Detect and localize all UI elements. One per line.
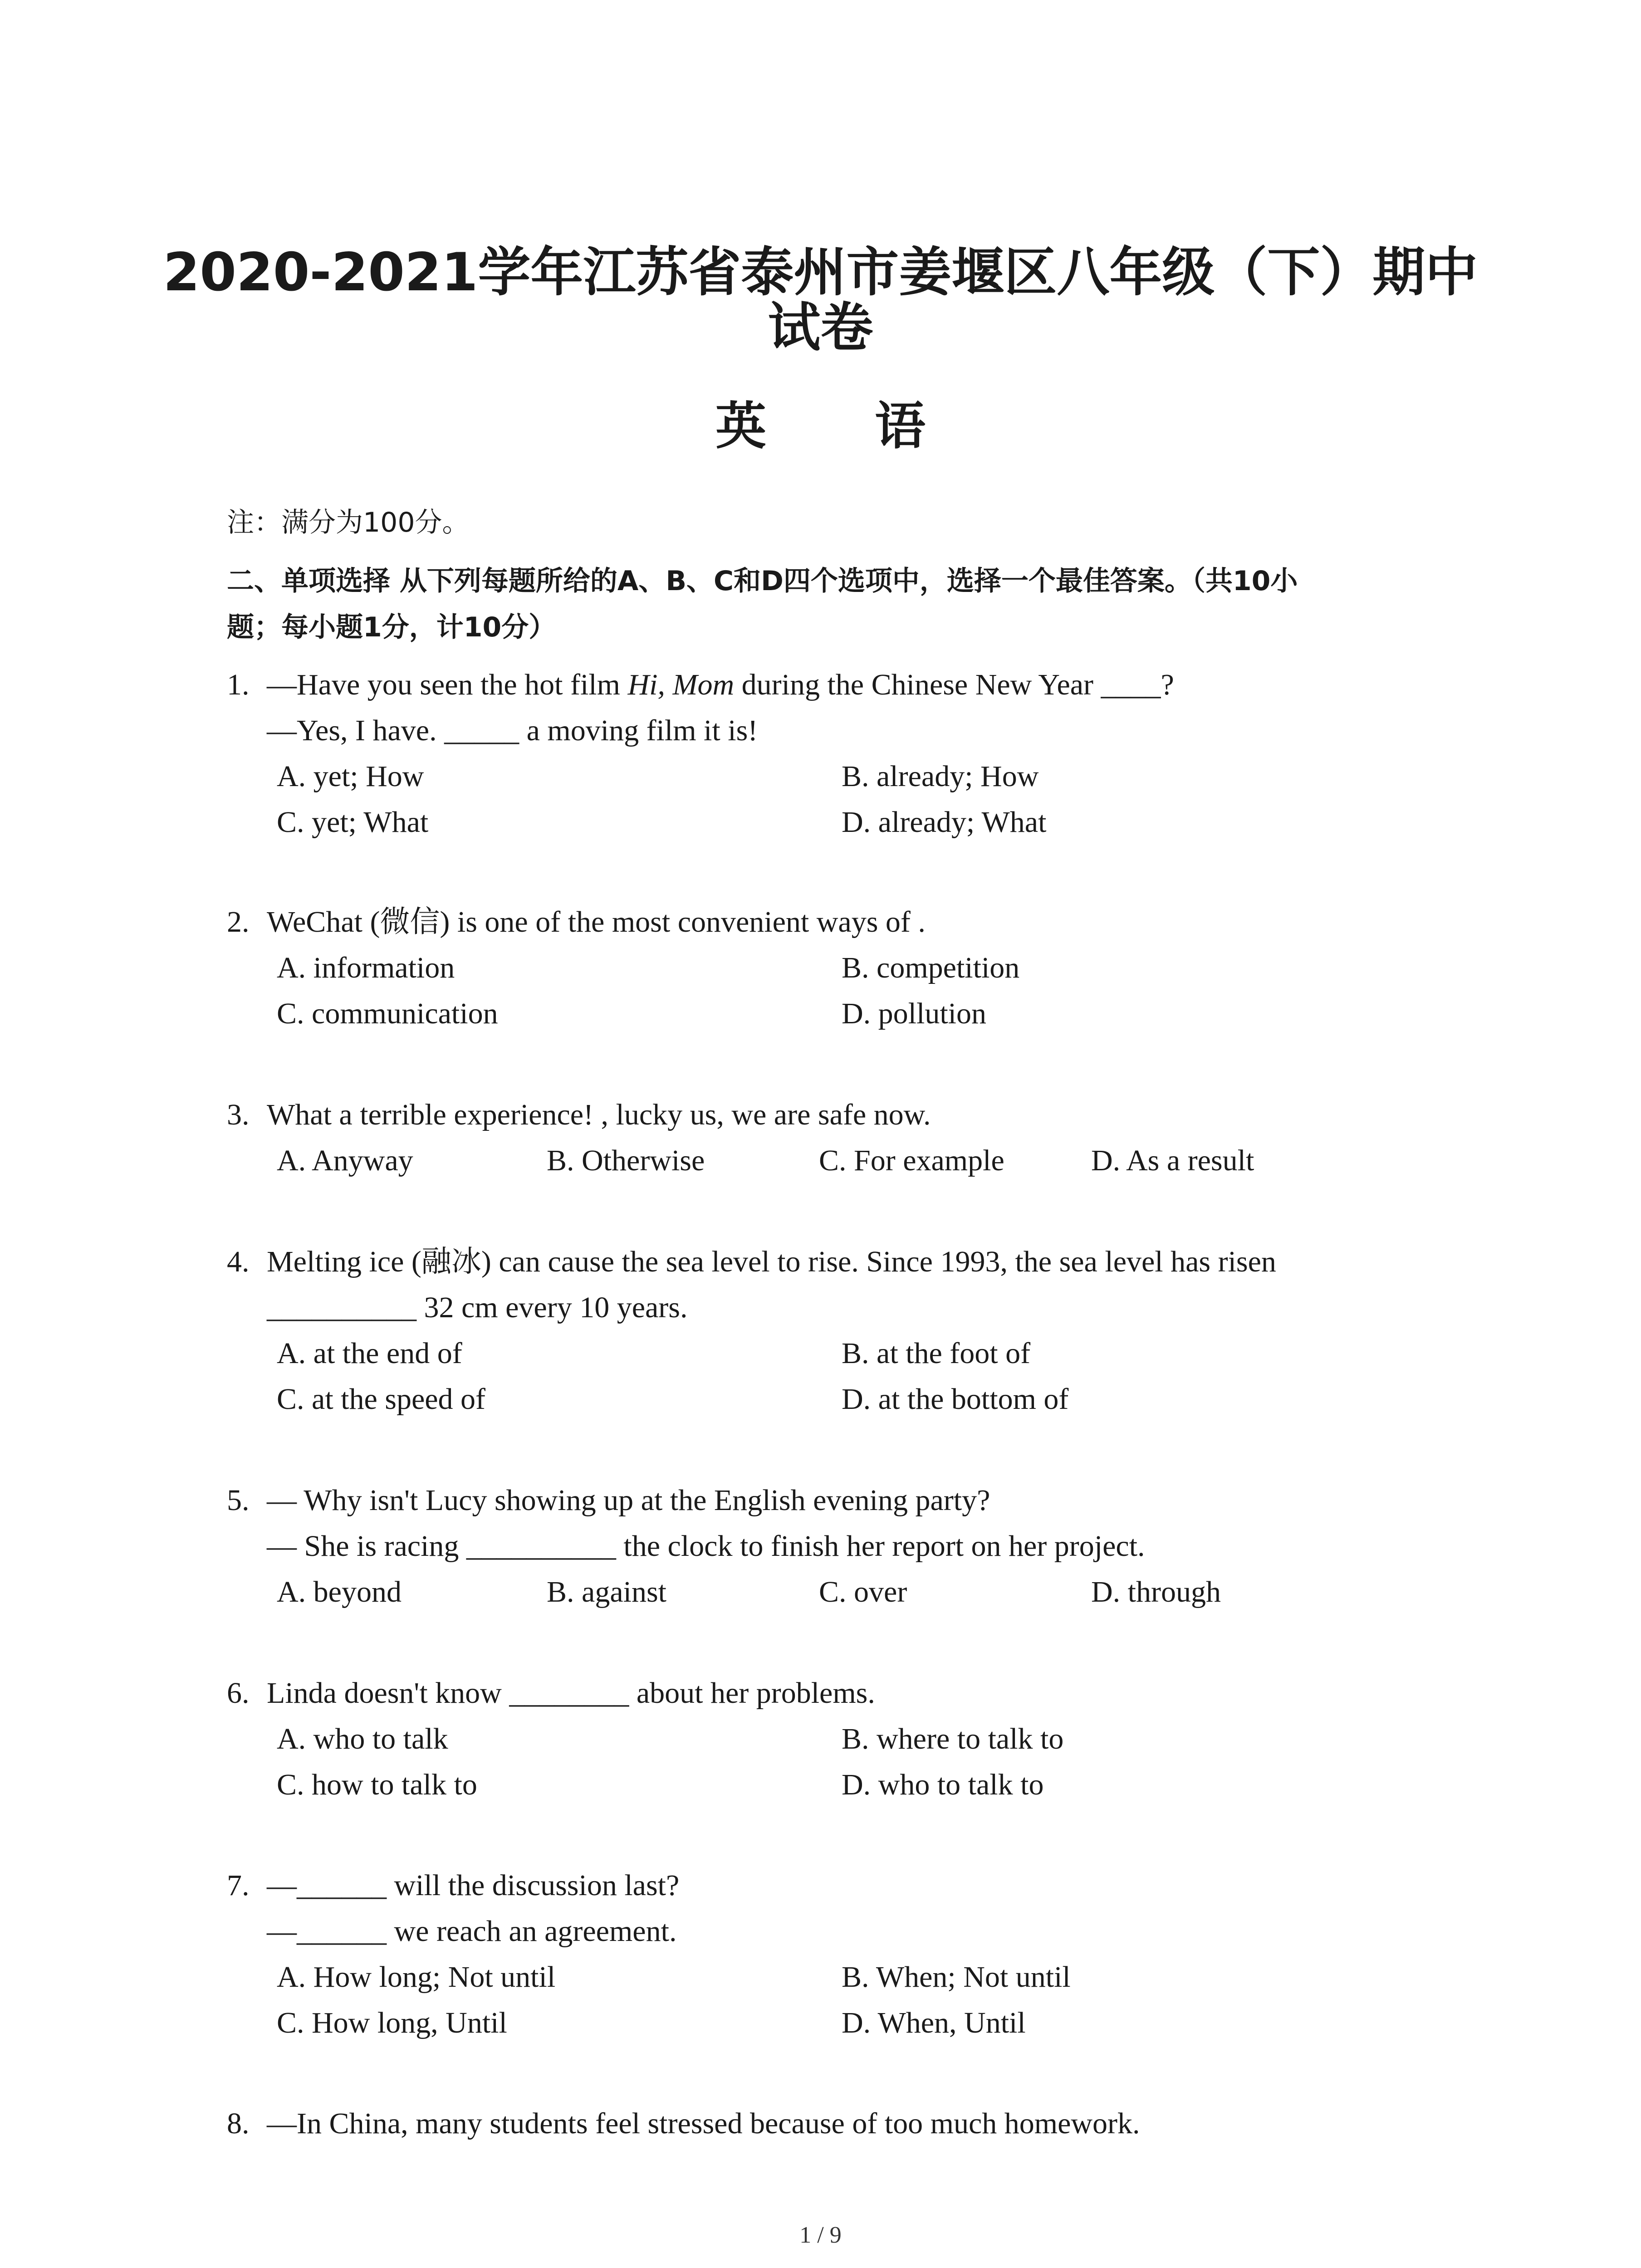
question-line: WeChat (微信) is one of the most convenient ways of . [267, 905, 926, 938]
option-c[interactable]: C. How long, Until [277, 2006, 507, 2039]
option-c[interactable]: C. communication [277, 997, 498, 1030]
option-b[interactable]: B. already; How [842, 760, 1039, 793]
option-a[interactable]: A. at the end of [277, 1337, 462, 1370]
question-number: 4. [227, 1245, 250, 1278]
question-line: —______ will the discussion last? [267, 1869, 680, 1902]
option-b[interactable]: B. at the foot of [842, 1337, 1031, 1370]
option-a[interactable]: A. yet; How [277, 760, 424, 793]
question-line: —Yes, I have. _____ a moving film it is! [267, 714, 758, 747]
question-line: —In China, many students feel stressed because of too much homework. [267, 2107, 1140, 2140]
question-number: 1. [227, 668, 250, 701]
option-d[interactable]: D. already; What [842, 806, 1047, 839]
subject-heading: 英 语 [715, 397, 971, 456]
question-line: __________ 32 cm every 10 years. [267, 1291, 688, 1324]
option-b[interactable]: B. against [547, 1575, 666, 1608]
question-number: 5. [227, 1484, 250, 1517]
option-a[interactable]: A. information [277, 951, 455, 984]
question-line: — She is racing __________ the clock to finish her report on her project. [267, 1530, 1145, 1563]
question-number: 7. [227, 1869, 250, 1902]
section-heading [227, 558, 1425, 650]
question-number: 8. [227, 2107, 250, 2140]
question-number: 3. [227, 1098, 250, 1131]
option-c[interactable]: C. For example [819, 1144, 1004, 1177]
option-a[interactable]: A. who to talk [277, 1722, 448, 1755]
option-b[interactable]: B. Otherwise [547, 1144, 705, 1177]
option-d[interactable]: D. pollution [842, 997, 987, 1030]
option-d[interactable]: D. through [1091, 1575, 1221, 1608]
question-line: —______ we reach an agreement. [267, 1915, 677, 1948]
title-line-1: 2020-2021学年江苏省泰州市姜堰区八年级（下）期中 [163, 242, 1478, 303]
option-c[interactable]: C. how to talk to [277, 1768, 477, 1801]
question-line: Melting ice (融冰) can cause the sea level to rise. Since 1993, the sea level has risen [267, 1245, 1276, 1278]
question-number: 6. [227, 1677, 250, 1710]
option-c[interactable]: C. over [819, 1575, 907, 1608]
option-a[interactable]: A. Anyway [277, 1144, 413, 1177]
option-c[interactable]: C. yet; What [277, 806, 429, 839]
title-line-2: 试卷 [768, 297, 873, 358]
option-b[interactable]: B. competition [842, 951, 1020, 984]
question-line: What a terrible experience! , lucky us, we are safe now. [267, 1098, 931, 1131]
option-d[interactable]: D. When, Until [842, 2006, 1026, 2039]
question-number: 2. [227, 905, 250, 938]
question-line: —Have you seen the hot film Hi, Mom during the Chinese New Year ____? [267, 668, 1174, 701]
option-b[interactable]: B. When; Not until [842, 1960, 1071, 1994]
option-c[interactable]: C. at the speed of [277, 1383, 486, 1416]
section-heading-line-2: 题；每小题1分，计10分） [227, 611, 556, 643]
score-note: 注：满分为100分。 [227, 507, 470, 538]
option-b[interactable]: B. where to talk to [842, 1722, 1064, 1755]
page-number: 1 / 9 [799, 2222, 842, 2248]
option-a[interactable]: A. How long; Not until [277, 1960, 556, 1994]
option-a[interactable]: A. beyond [277, 1575, 402, 1608]
question-line: Linda doesn't know ________ about her problems. [267, 1677, 875, 1710]
option-d[interactable]: D. who to talk to [842, 1768, 1044, 1801]
question-line: — Why isn't Lucy showing up at the English evening party? [267, 1484, 990, 1517]
option-d[interactable]: D. at the bottom of [842, 1383, 1069, 1416]
section-heading-line-1: 二、单项选择 从下列每题所给的A、B、C和D四个选项中，选择一个最佳答案。（共10小 [227, 565, 1298, 597]
document-title [0, 242, 1641, 358]
option-d[interactable]: D. As a result [1091, 1144, 1254, 1177]
